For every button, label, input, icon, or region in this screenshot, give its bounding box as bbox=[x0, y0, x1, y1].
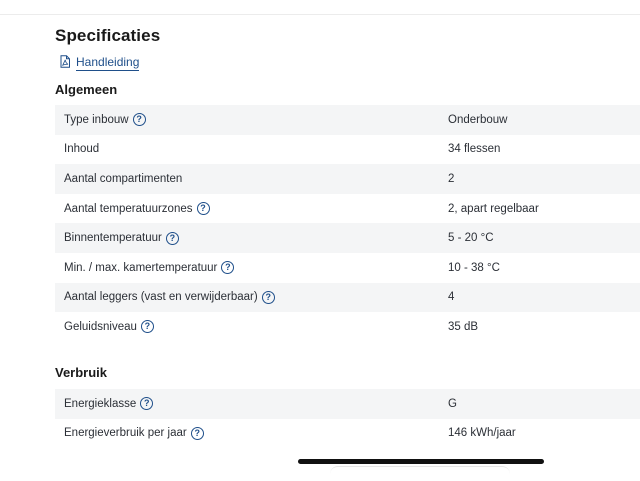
spec-value: 5 - 20 °C bbox=[448, 232, 494, 245]
spec-label: Inhoud bbox=[64, 143, 100, 156]
spec-value: Onderbouw bbox=[448, 113, 508, 126]
spec-value: 2 bbox=[448, 172, 455, 185]
top-divider bbox=[0, 0, 640, 15]
spec-value: 4 bbox=[448, 291, 455, 304]
spec-label: Energieklasse bbox=[64, 397, 137, 410]
spec-label-cell bbox=[55, 291, 448, 304]
spec-label-cell bbox=[55, 397, 448, 410]
spec-value: 34 flessen bbox=[448, 143, 501, 156]
table-row bbox=[55, 312, 640, 342]
pdf-icon bbox=[59, 55, 71, 71]
table-row bbox=[55, 223, 640, 253]
spec-label-cell bbox=[55, 173, 448, 185]
spec-label-cell bbox=[55, 202, 448, 215]
spec-label: Min. / max. kamertemperatuur bbox=[64, 261, 218, 274]
general-spec-table bbox=[55, 105, 640, 342]
section-heading-consumption: Verbruik bbox=[55, 365, 108, 380]
spec-label-cell bbox=[55, 261, 448, 274]
table-row bbox=[55, 283, 640, 313]
consumption-spec-table bbox=[55, 389, 640, 448]
spec-value: 10 - 38 °C bbox=[448, 261, 500, 274]
help-icon[interactable]: ? bbox=[166, 232, 179, 245]
spec-label: Aantal leggers (vast en verwijderbaar) bbox=[64, 291, 258, 304]
spec-label-cell bbox=[55, 320, 448, 333]
help-icon[interactable]: ? bbox=[197, 202, 210, 215]
table-row bbox=[55, 164, 640, 194]
manual-link[interactable] bbox=[59, 55, 139, 71]
spec-label-cell bbox=[55, 113, 448, 126]
spec-label: Type inbouw bbox=[64, 113, 129, 126]
table-row bbox=[55, 194, 640, 224]
help-icon[interactable]: ? bbox=[133, 113, 146, 126]
spec-label-cell bbox=[55, 427, 448, 440]
help-icon[interactable]: ? bbox=[141, 320, 154, 333]
spec-label: Geluidsniveau bbox=[64, 320, 137, 333]
table-row bbox=[55, 389, 640, 419]
spec-label: Energieverbruik per jaar bbox=[64, 427, 187, 440]
section-heading-general: Algemeen bbox=[55, 82, 118, 97]
help-icon[interactable]: ? bbox=[191, 427, 204, 440]
table-row bbox=[55, 135, 640, 165]
table-row bbox=[55, 105, 640, 135]
spec-value: 2, apart regelbaar bbox=[448, 202, 539, 215]
page-title: Specificaties bbox=[55, 26, 161, 45]
spec-value: G bbox=[448, 397, 457, 410]
spec-value: 146 kWh/jaar bbox=[448, 427, 516, 440]
spec-value: 35 dB bbox=[448, 320, 479, 333]
manual-link-label: Handleiding bbox=[76, 55, 140, 69]
table-row bbox=[55, 253, 640, 283]
home-indicator[interactable] bbox=[298, 459, 544, 464]
help-icon[interactable]: ? bbox=[262, 291, 275, 304]
table-row bbox=[55, 419, 640, 449]
spec-label: Binnentemperatuur bbox=[64, 232, 162, 245]
help-icon[interactable]: ? bbox=[221, 261, 234, 274]
spec-label: Aantal compartimenten bbox=[64, 172, 183, 185]
help-icon[interactable]: ? bbox=[140, 397, 153, 410]
spec-label-cell bbox=[55, 232, 448, 245]
spec-label: Aantal temperatuurzones bbox=[64, 202, 193, 215]
bottom-sheet-edge bbox=[330, 466, 510, 481]
spec-label-cell bbox=[55, 143, 448, 155]
